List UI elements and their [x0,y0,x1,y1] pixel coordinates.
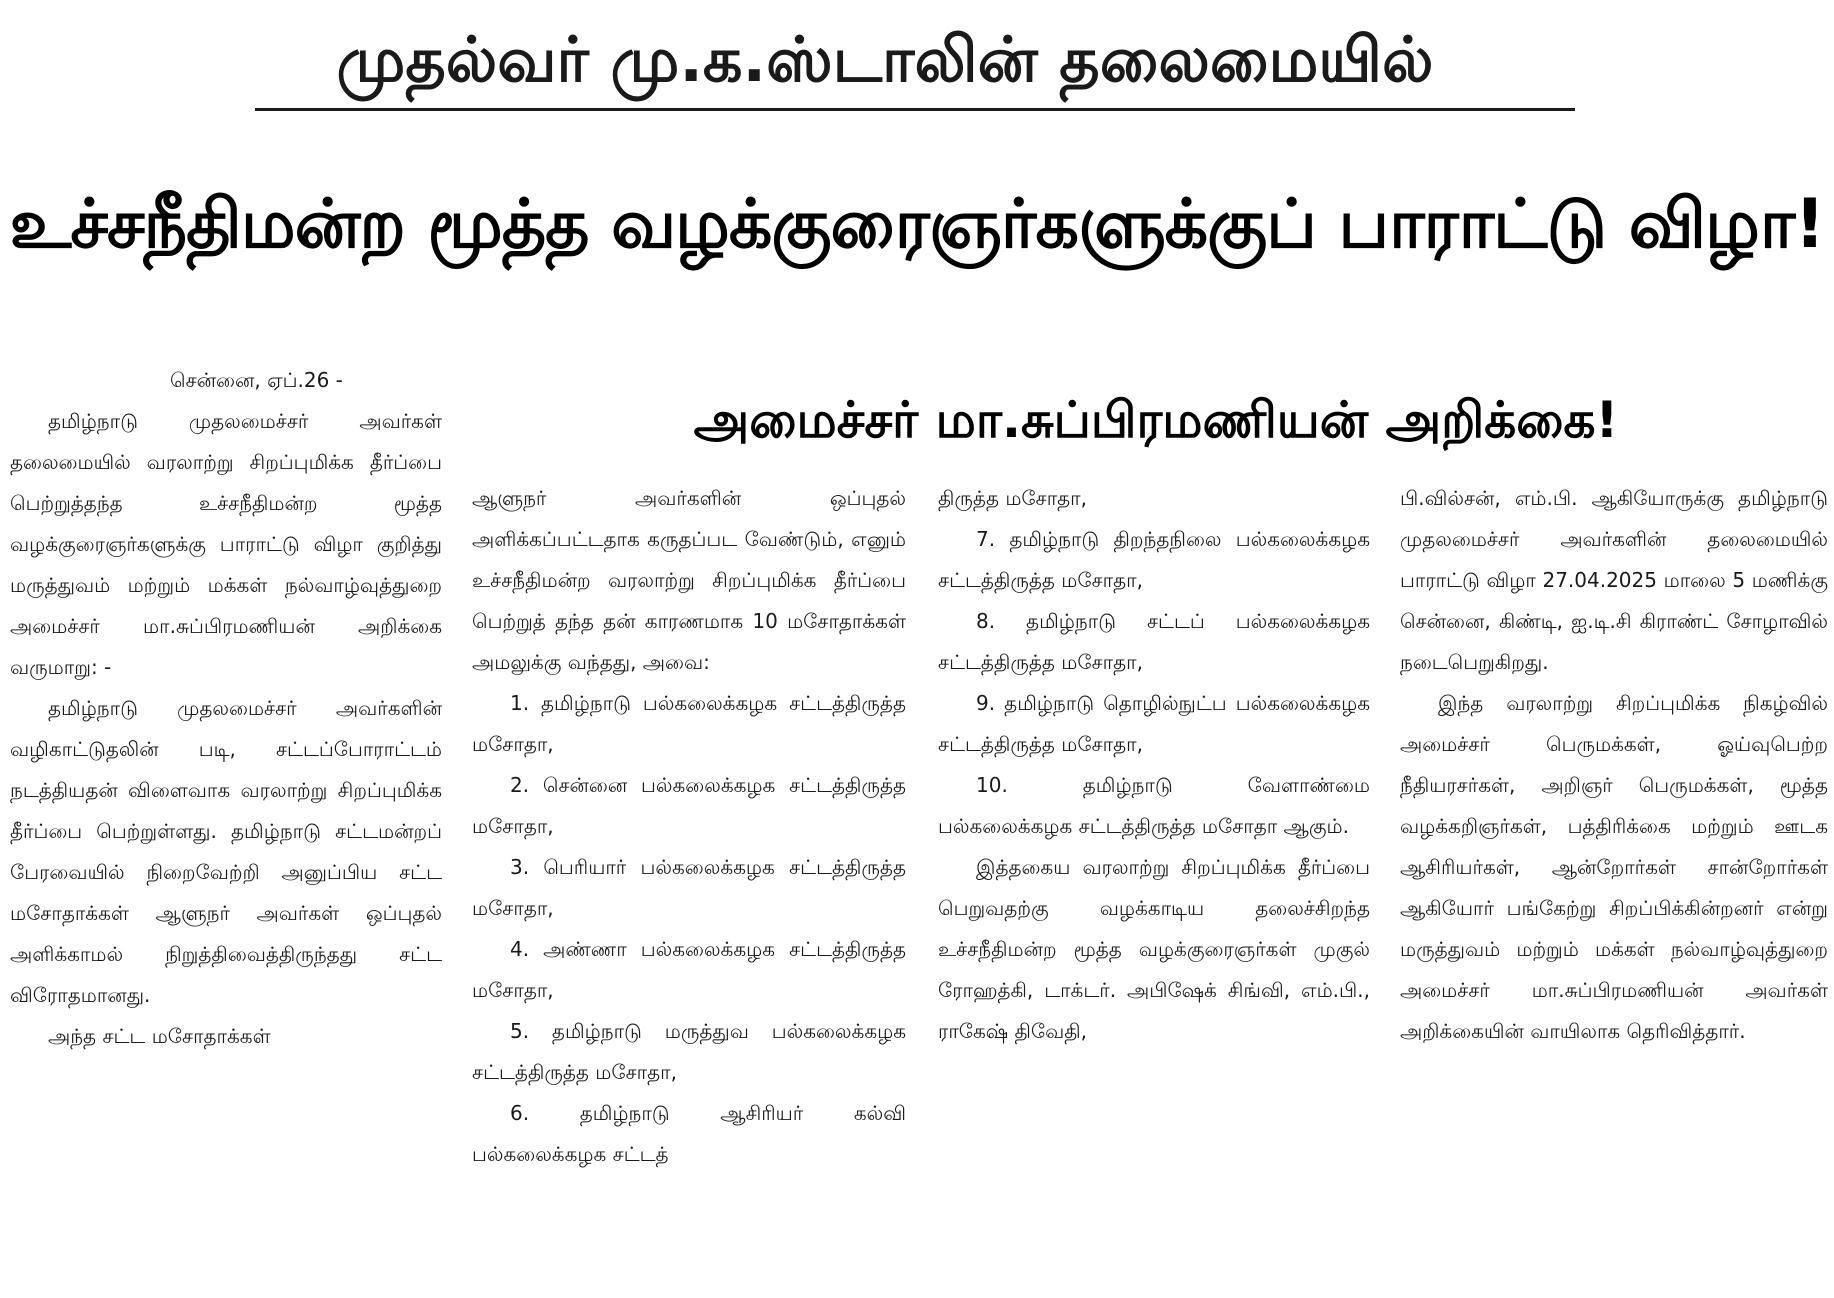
bill-list-item: 8. தமிழ்நாடு சட்டப் பல்கலைக்கழக சட்டத்திருத்த மசோதா, [938,609,1370,674]
sub-headline: அமைச்சர் மா.சுப்பிரமணியன் அறிக்கை! [693,391,1619,449]
article-paragraph: இந்த வரலாற்று சிறப்புமிக்க நிகழ்வில் அமைச்சர் பெருமக்கள், ஓய்வுபெற்ற நீதியரசர்கள், அறிஞர் பெருமக்கள், மூத்த வழக்கறிஞர்கள், பத்திரிக்கை மற்றும் ஊடக ஆசிரியர்கள், ஆன்றோர்கள் சான்றோர்கள் ஆகியோர் பங்கேற்று சிறப்பிக்கின்றனர் என்று மருத்துவம் மற்றும் மக்கள் நல்வாழ்வுத்துறை அமைச்சர் மா.சுப்பிரமணியன் அவர்கள் அறிக்கையின் வாயிலாக தெரிவித்தார். [1400,691,1828,1043]
bill-list-item: திருத்த மசோதா, [938,486,1087,510]
bill-list-item: 6. தமிழ்நாடு ஆசிரியர் கல்வி பல்கலைக்கழக சட்டத் [472,1101,906,1166]
bill-list-item: 7. தமிழ்நாடு திறந்தநிலை பல்கலைக்கழக சட்டத்திருத்த மசோதா, [938,527,1370,592]
article-paragraph: தமிழ்நாடு முதலமைச்சர் அவர்கள் தலைமையில் வரலாற்று சிறப்புமிக்க தீர்ப்பை பெற்றுத்தந்த உச்சநீதிமன்ற மூத்த வழக்குரைஞர்களுக்கு பாராட்டு விழா குறித்து மருத்துவம் மற்றும் மக்கள் நல்வாழ்வுத்துறை அமைச்சர் மா.சுப்பிரமணியன் அறிக்கை வருமாறு: - [10,409,442,679]
kicker-headline: முதல்வர் மு.க.ஸ்டாலின் தலைமையில் [336,23,1434,96]
article-column-4 [1400,478,1828,1295]
kicker-rule [255,108,1575,111]
bill-list-item: 1. தமிழ்நாடு பல்கலைக்கழக சட்டத்திருத்த மசோதா, [472,691,906,756]
article-column-3 [938,478,1370,1295]
bill-list-item: 9. தமிழ்நாடு தொழில்நுட்ப பல்கலைக்கழக சட்டத்திருத்த மசோதா, [938,691,1370,756]
article-column-2 [472,478,906,1295]
bill-list-item: 3. பெரியார் பல்கலைக்கழக சட்டத்திருத்த மசோதா, [472,855,906,920]
dateline: சென்னை, ஏப்.26 - [170,368,343,392]
bill-list-item: 10. தமிழ்நாடு வேளாண்மை பல்கலைக்கழக சட்டத்திருத்த மசோதா ஆகும். [938,773,1370,838]
article-paragraph: இத்தகைய வரலாற்று சிறப்புமிக்க தீர்ப்பை பெறுவதற்கு வழக்காடிய தலைச்சிறந்த உச்சநீதிமன்ற மூத்த வழக்குரைஞர்கள் முகுல் ரோஹத்கி, டாக்டர். அபிஷேக் சிங்வி, எம்.பி., ராகேஷ் திவேதி, [938,855,1370,1043]
main-headline: உச்சநீதிமன்ற மூத்த வழக்குரைஞர்களுக்குப் பாராட்டு விழா! [9,185,1825,264]
bill-list-item: 5. தமிழ்நாடு மருத்துவ பல்கலைக்கழக சட்டத்திருத்த மசோதா, [472,1019,906,1084]
bill-list-item: 4. அண்ணா பல்கலைக்கழக சட்டத்திருத்த மசோதா, [472,937,906,1002]
article-column-1 [10,360,442,1295]
article-paragraph: ஆளுநர் அவர்களின் ஒப்புதல் அளிக்கப்பட்டதாக கருதப்பட வேண்டும், எனும் உச்சநீதிமன்ற வரலாற்று சிறப்புமிக்க தீர்ப்பை பெற்றுத் தந்த தன் காரணமாக 10 மசோதாக்கள் அமலுக்கு வந்தது, அவை: [472,486,906,674]
article-paragraph: பி.வில்சன், எம்.பி. ஆகியோருக்கு தமிழ்நாடு முதலமைச்சர் அவர்களின் தலைமையில் பாராட்டு விழா 27.04.2025 மாலை 5 மணிக்கு சென்னை, கிண்டி, ஐ.டி.சி கிராண்ட் சோழாவில் நடைபெறுகிறது. [1400,486,1828,674]
bill-list-item: 2. சென்னை பல்கலைக்கழக சட்டத்திருத்த மசோதா, [472,773,906,838]
article-paragraph: தமிழ்நாடு முதலமைச்சர் அவர்களின் வழிகாட்டுதலின் படி, சட்டப்போராட்டம் நடத்தியதன் விளைவாக வரலாற்று சிறப்புமிக்க தீர்ப்பை பெற்றுள்ளது. தமிழ்நாடு சட்டமன்றப் பேரவையில் நிறைவேற்றி அனுப்பிய சட்ட மசோதாக்கள் ஆளுநர் அவர்கள் ஒப்புதல் அளிக்காமல் நிறுத்திவைத்திருந்தது சட்ட விரோதமானது. [10,696,442,1007]
article-paragraph: அந்த சட்ட மசோதாக்கள் [48,1024,271,1048]
